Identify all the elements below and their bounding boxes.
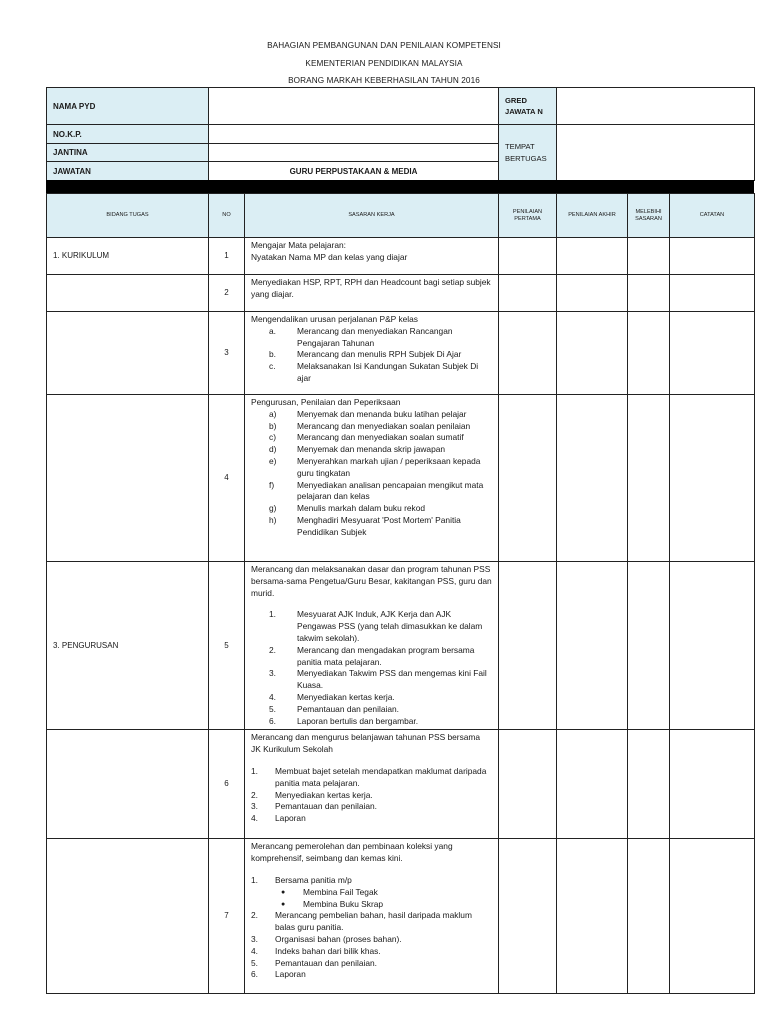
table-row [47, 275, 755, 312]
catatan-cell[interactable] [670, 275, 755, 312]
keberhasilan-table [46, 193, 755, 994]
list-item: b) Merancang dan menyediakan soalan penilaian [269, 420, 471, 431]
catatan-cell[interactable] [670, 395, 755, 562]
list-item: ● Membina Buku Skrap [281, 898, 384, 909]
bidang-tugas-cell [47, 395, 209, 562]
list-item: 3. Organisasi bahan (proses bahan). [251, 933, 402, 944]
table-row [47, 562, 755, 730]
melebihi-sasaran-cell[interactable] [628, 562, 670, 730]
penilaian-pertama-cell[interactable] [499, 839, 557, 994]
melebihi-sasaran-cell[interactable] [628, 312, 670, 395]
col-header-penilaian-pertama: PENILAIAN PERTAMA [499, 194, 557, 238]
melebihi-sasaran-cell[interactable] [628, 395, 670, 562]
nama-pyd-label: NAMA PYD [47, 88, 209, 125]
penilaian-akhir-cell[interactable] [557, 238, 628, 275]
list-item: 4. Laporan [251, 813, 306, 824]
list-item: a) Menyemak dan menanda buku latihan pelajar [269, 408, 467, 419]
bidang-tugas-cell: 3. PENGURUSAN [47, 562, 209, 730]
sasaran-kerja-cell [245, 275, 499, 312]
sasaran-kerja-cell [245, 238, 499, 275]
col-header-sasaran: SASARAN KERJA [245, 194, 499, 238]
table-row [47, 395, 755, 562]
list-item: 6. Laporan [251, 969, 306, 980]
list-item: e) Menyerahkan markah ujian / peperiksaan kepada guru tingkatan [269, 455, 481, 478]
gred-jawatan-field[interactable] [557, 88, 755, 125]
tempat-bertugas-label: TEMPAT BERTUGAS [499, 125, 557, 181]
row-number: 3 [209, 312, 245, 395]
penilaian-akhir-cell[interactable] [557, 275, 628, 312]
no-kp-field[interactable] [209, 125, 499, 144]
list-item: d) Menyemak dan menanda skrip jawapan [269, 444, 446, 455]
sasaran-title: Merancang dan melaksanakan dasar dan program tahunan PSS bersama-sama Pengetua/Guru Besar, kakitangan PSS, guru dan murid. [251, 564, 492, 598]
jawatan-label: JAWATAN [47, 162, 209, 181]
penilaian-pertama-cell[interactable] [499, 275, 557, 312]
sasaran-title: Menyediakan HSP, RPT, RPH dan Headcount bagi setiap subjek yang diajar. [251, 277, 491, 299]
list-item: 2. Menyediakan kertas kerja. [251, 789, 373, 800]
sasaran-title: Merancang dan mengurus belanjawan tahunan PSS bersama JK Kurikulum Sekolah [251, 732, 481, 755]
personal-info-table [46, 87, 755, 181]
penilaian-pertama-cell[interactable] [499, 730, 557, 839]
list-item: 1. Membuat bajet setelah mendapatkan maklumat daripada panitia mata pelajaran. [251, 765, 487, 788]
jawatan-value: GURU PERPUSTAKAAN & MEDIA [209, 162, 499, 181]
list-item: h) Menghadiri Mesyuarat 'Post Mortem' Panitia Pendidikan Subjek [269, 514, 461, 537]
bidang-tugas-cell: 1. KURIKULUM [47, 238, 209, 275]
list-item: a. Merancang dan menyediakan Rancangan Pengajaran Tahunan [269, 325, 453, 348]
row-number: 1 [209, 238, 245, 275]
penilaian-pertama-cell[interactable] [499, 238, 557, 275]
row-number: 4 [209, 395, 245, 562]
penilaian-pertama-cell[interactable] [499, 395, 557, 562]
list-item: ● Membina Fail Tegak [281, 886, 378, 897]
bidang-tugas-cell [47, 730, 209, 839]
sasaran-line: Nyatakan Nama MP dan kelas yang diajar [251, 251, 408, 262]
melebihi-sasaran-cell[interactable] [628, 238, 670, 275]
list-item: f) Menyediakan analisan pencapaian mengikut mata pelajaran dan kelas [269, 479, 484, 502]
row-number: 7 [209, 839, 245, 994]
sasaran-title: Pengurusan, Penilaian dan Peperiksaan [251, 397, 401, 407]
jantina-field[interactable] [209, 144, 499, 162]
sasaran-sublist [251, 326, 492, 385]
penilaian-akhir-cell[interactable] [557, 730, 628, 839]
catatan-cell[interactable] [670, 238, 755, 275]
sasaran-kerja-cell [245, 395, 499, 562]
nama-pyd-field[interactable] [209, 88, 499, 125]
list-item: 2. Merancang dan mengadakan program bersama panitia mata pelajaran. [269, 644, 475, 667]
document-headings [0, 37, 768, 90]
col-header-catatan: CATATAN [670, 194, 755, 238]
sasaran-title: Mengajar Mata pelajaran: [251, 240, 346, 250]
heading-form-title: BORANG MARKAH KEBERHASILAN TAHUN 2016 [288, 76, 480, 85]
sasaran-kerja-cell [245, 562, 499, 730]
list-item: c. Melaksanakan Isi Kandungan Sukatan Subjek Di ajar [269, 361, 479, 383]
row-number: 5 [209, 562, 245, 730]
table-row [47, 238, 755, 275]
melebihi-sasaran-cell[interactable] [628, 839, 670, 994]
list-item: 3. Menyediakan Takwim PSS dan mengemas kini Fail Kuasa. [269, 668, 487, 691]
list-item: c) Merancang dan menyediakan soalan sumatif [269, 432, 464, 443]
table-row [47, 730, 755, 839]
table-header-row [47, 194, 755, 238]
sasaran-kerja-cell [245, 312, 499, 395]
list-item: 5. Pemantauan dan penilaian. [269, 703, 399, 714]
sasaran-sublist [251, 910, 492, 981]
bidang-tugas-cell [47, 839, 209, 994]
bidang-tugas-cell [47, 312, 209, 395]
sasaran-sublist [251, 409, 492, 539]
gred-jawatan-label: GRED JAWATA N [499, 88, 557, 125]
catatan-cell[interactable] [670, 562, 755, 730]
table-row [47, 312, 755, 395]
sasaran-title: Merancang pemerolehan dan pembinaan koleksi yang komprehensif, seimbang dan kemas kini. [251, 841, 453, 864]
list-item: 4. Indeks bahan dari bilik khas. [251, 945, 381, 956]
melebihi-sasaran-cell[interactable] [628, 275, 670, 312]
catatan-cell[interactable] [670, 839, 755, 994]
no-kp-label: NO.K.P. [47, 125, 209, 144]
heading-division: BAHAGIAN PEMBANGUNAN DAN PENILAIAN KOMPETENSI [267, 41, 501, 50]
sasaran-kerja-cell [245, 839, 499, 994]
tempat-bertugas-field[interactable] [557, 125, 755, 181]
sasaran-title: Mengendalikan urusan perjalanan P&P kelas [251, 314, 418, 324]
section-divider-bar [46, 180, 754, 193]
list-item: 5. Pemantauan dan penilaian. [251, 957, 377, 968]
list-item: b. Merancang dan menulis RPH Subjek Di Ajar [269, 349, 462, 360]
heading-ministry: KEMENTERIAN PENDIDIKAN MALAYSIA [305, 58, 463, 68]
col-header-no: NO [209, 194, 245, 238]
table-row [47, 839, 755, 994]
penilaian-akhir-cell[interactable] [557, 395, 628, 562]
list-item: g) Menulis markah dalam buku rekod [269, 503, 426, 514]
col-header-bidang: BIDANG TUGAS [47, 194, 209, 238]
list-item: 2. Merancang pembelian bahan, hasil daripada maklum balas guru panitia. [251, 910, 472, 933]
col-header-melebihi-sasaran: MELEBIHI SASARAN [628, 194, 670, 238]
col-header-penilaian-akhir: PENILAIAN AKHIR [557, 194, 628, 238]
penilaian-pertama-cell[interactable] [499, 312, 557, 395]
sasaran-sublist [251, 875, 492, 887]
melebihi-sasaran-cell[interactable] [628, 730, 670, 839]
catatan-cell[interactable] [670, 312, 755, 395]
row-number: 2 [209, 275, 245, 312]
sasaran-kerja-cell [245, 730, 499, 839]
list-item: 3. Pemantauan dan penilaian. [251, 801, 377, 812]
list-item: 1. Bersama panitia m/p [251, 874, 352, 885]
penilaian-pertama-cell[interactable] [499, 562, 557, 730]
penilaian-akhir-cell[interactable] [557, 562, 628, 730]
penilaian-akhir-cell[interactable] [557, 839, 628, 994]
sasaran-sublist [251, 766, 492, 825]
jantina-label: JANTINA [47, 144, 209, 162]
catatan-cell[interactable] [670, 730, 755, 839]
list-item: 1. Mesyuarat AJK Induk, AJK Kerja dan AJK Pengawas PSS (yang telah dimasukkan ke dalam takwim sekolah). [269, 609, 483, 643]
sasaran-bullets [251, 887, 492, 911]
row-number: 6 [209, 730, 245, 839]
penilaian-akhir-cell[interactable] [557, 312, 628, 395]
list-item: 4. Menyediakan kertas kerja. [269, 691, 395, 702]
list-item: 6. Laporan bertulis dan bergambar. [269, 715, 419, 726]
sasaran-sublist [251, 609, 492, 727]
bidang-tugas-cell [47, 275, 209, 312]
